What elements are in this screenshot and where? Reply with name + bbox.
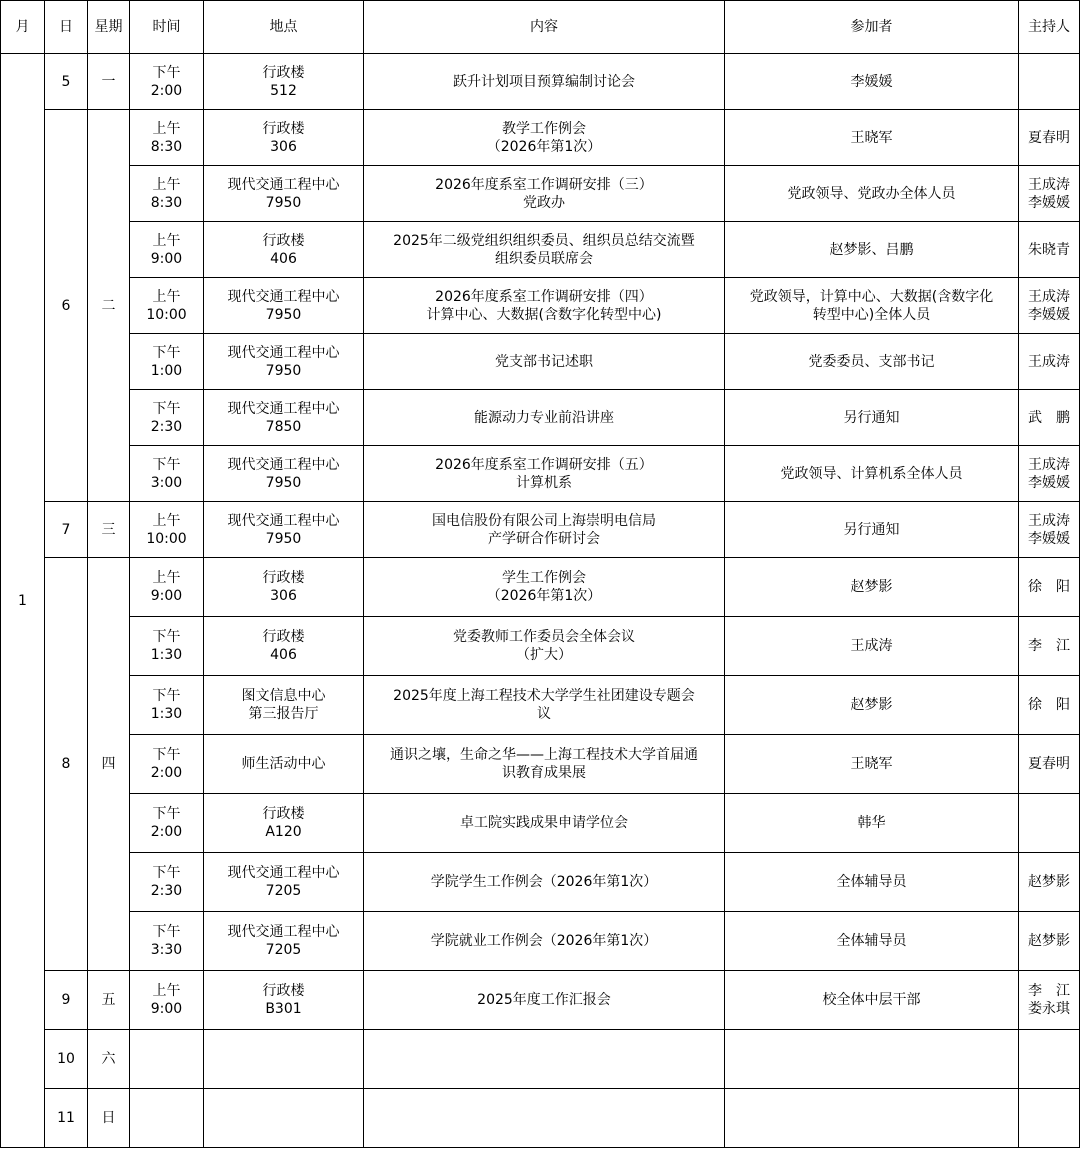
time-cell-line: 2:00 <box>150 824 183 840</box>
time-cell-line: 下午 <box>152 688 181 704</box>
day-cell: 6 <box>45 110 88 502</box>
participants-cell-line: 王成涛 <box>850 638 893 654</box>
content-cell <box>364 166 725 222</box>
time-cell <box>130 166 204 222</box>
host-cell-line: 赵梦影 <box>1028 933 1070 949</box>
time-cell <box>130 1030 204 1089</box>
participants-cell-line: 全体辅导员 <box>836 933 907 949</box>
time-cell <box>130 853 204 912</box>
time-cell <box>130 676 204 735</box>
location-cell-line: B301 <box>265 1001 302 1017</box>
participants-cell <box>725 794 1019 853</box>
participants-cell-line: 赵梦影 <box>850 579 893 595</box>
day-cell: 7 <box>45 502 88 558</box>
time-cell <box>130 735 204 794</box>
location-cell <box>204 1089 364 1148</box>
host-cell-line: 徐 阳 <box>1028 579 1070 595</box>
time-cell-line: 上午 <box>152 983 181 999</box>
header-participants: 参加者 <box>725 1 1019 54</box>
participants-cell-line: 另行通知 <box>843 409 900 426</box>
participants-cell <box>725 676 1019 735</box>
participants-cell <box>725 166 1019 222</box>
location-cell <box>204 222 364 278</box>
location-cell-line: 行政楼 <box>262 806 305 822</box>
host-cell-line: 王成涛 <box>1028 512 1070 529</box>
host-cell-line: 夏春明 <box>1028 129 1070 146</box>
content-cell-line: 2026年度系室工作调研安排（三） <box>435 176 653 193</box>
location-cell <box>204 1030 364 1089</box>
content-cell-line: 跃升计划项目预算编制讨论会 <box>453 73 635 90</box>
content-cell-line: 党政办 <box>523 194 565 211</box>
location-cell <box>204 446 364 502</box>
location-cell-line: 行政楼 <box>262 629 305 645</box>
location-cell-line: 行政楼 <box>262 64 305 81</box>
content-cell-line: 学院学生工作例会（2026年第1次） <box>430 874 658 890</box>
location-cell-line: 7950 <box>265 194 302 211</box>
host-cell-line: 李 江 <box>1028 638 1070 654</box>
content-cell <box>364 1089 725 1148</box>
host-cell <box>1019 971 1080 1030</box>
content-cell-line: 组织委员联席会 <box>495 250 593 267</box>
content-cell <box>364 617 725 676</box>
host-cell-line: 夏春明 <box>1028 756 1070 772</box>
time-cell <box>130 794 204 853</box>
location-cell <box>204 617 364 676</box>
time-cell-line: 9:00 <box>150 250 183 267</box>
time-cell-line: 2:30 <box>150 418 183 435</box>
table-row <box>1 558 1080 617</box>
time-cell-line: 1:00 <box>150 362 183 379</box>
host-cell <box>1019 853 1080 912</box>
content-cell-line: 卓工院实践成果申请学位会 <box>460 815 628 831</box>
host-cell <box>1019 502 1080 558</box>
table-row <box>1 1089 1080 1148</box>
time-cell <box>130 446 204 502</box>
host-cell-line: 武 鹏 <box>1028 409 1070 426</box>
location-cell-line: 行政楼 <box>262 120 305 137</box>
time-cell-line: 上午 <box>152 120 181 137</box>
host-cell <box>1019 1089 1080 1148</box>
host-cell <box>1019 617 1080 676</box>
host-cell <box>1019 446 1080 502</box>
host-cell-line: 李媛媛 <box>1028 194 1070 211</box>
time-cell-line: 下午 <box>152 456 181 473</box>
host-cell-line: 王成涛 <box>1028 456 1070 473</box>
content-cell <box>364 1030 725 1089</box>
location-cell-line: 现代交通工程中心 <box>227 456 340 473</box>
location-cell-line: 师生活动中心 <box>241 756 326 772</box>
time-cell-line: 2:00 <box>150 82 183 99</box>
header-month: 月 <box>1 1 45 54</box>
host-cell <box>1019 558 1080 617</box>
month-cell: 1 <box>1 54 45 1148</box>
participants-cell <box>725 735 1019 794</box>
table-row <box>1 166 1080 222</box>
location-cell-line: 现代交通工程中心 <box>227 924 340 940</box>
participants-cell-line: 党政领导、党政办全体人员 <box>787 185 956 202</box>
host-cell <box>1019 334 1080 390</box>
participants-cell-line: 韩华 <box>857 815 886 831</box>
participants-cell-line: 王晓军 <box>850 756 893 772</box>
participants-cell <box>725 110 1019 166</box>
host-cell-line: 王成涛 <box>1028 176 1070 193</box>
participants-cell-line: 另行通知 <box>843 521 900 538</box>
day-cell: 8 <box>45 558 88 971</box>
time-cell-line: 上午 <box>152 570 181 586</box>
location-cell <box>204 558 364 617</box>
content-cell <box>364 502 725 558</box>
content-cell-line: 能源动力专业前沿讲座 <box>474 409 614 426</box>
table-row <box>1 278 1080 334</box>
host-cell <box>1019 794 1080 853</box>
host-cell <box>1019 1030 1080 1089</box>
location-cell-line: 7950 <box>265 306 302 323</box>
participants-cell <box>725 853 1019 912</box>
participants-cell <box>725 558 1019 617</box>
location-cell <box>204 735 364 794</box>
content-cell <box>364 971 725 1030</box>
host-cell <box>1019 54 1080 110</box>
header-location: 地点 <box>204 1 364 54</box>
content-cell-line: 学生工作例会 <box>502 570 586 586</box>
host-cell <box>1019 222 1080 278</box>
host-cell-line: 李媛媛 <box>1028 530 1070 547</box>
participants-cell-line: 王晓军 <box>850 129 893 146</box>
time-cell <box>130 222 204 278</box>
time-cell-line: 1:30 <box>150 706 183 722</box>
participants-cell <box>725 912 1019 971</box>
content-cell-line: 2025年二级党组织组织委员、组织员总结交流暨 <box>393 232 695 249</box>
table-row <box>1 110 1080 166</box>
host-cell-line: 赵梦影 <box>1028 874 1070 890</box>
table-row <box>1 971 1080 1030</box>
content-cell <box>364 735 725 794</box>
host-cell-line: 王成涛 <box>1028 353 1070 370</box>
participants-cell-line: 赵梦影 <box>850 697 893 713</box>
participants-cell <box>725 617 1019 676</box>
content-cell-line: 教学工作例会 <box>502 120 586 137</box>
content-cell-line: 党支部书记述职 <box>495 353 593 370</box>
location-cell <box>204 166 364 222</box>
participants-cell <box>725 446 1019 502</box>
content-cell-line: 党委教师工作委员会全体会议 <box>453 629 635 645</box>
time-cell <box>130 278 204 334</box>
time-cell-line: 下午 <box>152 865 181 881</box>
content-cell <box>364 794 725 853</box>
weekday-cell: 日 <box>88 1089 130 1148</box>
location-cell-line: 行政楼 <box>262 983 305 999</box>
host-cell <box>1019 676 1080 735</box>
host-cell-line: 王成涛 <box>1028 288 1070 305</box>
participants-cell <box>725 278 1019 334</box>
content-cell <box>364 222 725 278</box>
table-row <box>1 222 1080 278</box>
participants-cell <box>725 54 1019 110</box>
location-cell-line: 现代交通工程中心 <box>227 288 340 305</box>
time-cell-line: 下午 <box>152 747 181 763</box>
content-cell-line: 议 <box>537 706 551 722</box>
time-cell-line: 上午 <box>152 512 181 529</box>
content-cell <box>364 278 725 334</box>
time-cell <box>130 558 204 617</box>
weekday-cell: 二 <box>88 110 130 502</box>
schedule-body <box>1 54 1080 1148</box>
host-cell-line: 李媛媛 <box>1028 474 1070 491</box>
host-cell-line: 徐 阳 <box>1028 697 1070 713</box>
header-weekday: 星期 <box>88 1 130 54</box>
time-cell-line: 8:30 <box>150 138 183 155</box>
location-cell-line: 7850 <box>265 418 302 435</box>
header-time: 时间 <box>130 1 204 54</box>
location-cell-line: 7205 <box>265 883 302 899</box>
header-host: 主持人 <box>1019 1 1080 54</box>
content-cell-line: （扩大） <box>516 647 572 663</box>
content-cell <box>364 912 725 971</box>
host-cell <box>1019 166 1080 222</box>
time-cell-line: 上午 <box>152 232 181 249</box>
location-cell-line: 现代交通工程中心 <box>227 176 340 193</box>
host-cell-line: 李媛媛 <box>1028 306 1070 323</box>
location-cell-line: 512 <box>270 82 297 99</box>
host-cell <box>1019 390 1080 446</box>
time-cell <box>130 912 204 971</box>
time-cell-line: 下午 <box>152 344 181 361</box>
location-cell <box>204 502 364 558</box>
participants-cell <box>725 334 1019 390</box>
time-cell <box>130 1089 204 1148</box>
content-cell <box>364 390 725 446</box>
participants-cell-line: 校全体中层干部 <box>822 992 921 1008</box>
time-cell <box>130 502 204 558</box>
location-cell-line: 行政楼 <box>262 570 305 586</box>
content-cell-line: （2026年第1次） <box>486 138 602 155</box>
time-cell <box>130 617 204 676</box>
location-cell <box>204 54 364 110</box>
content-cell-line: 2026年度系室工作调研安排（四） <box>435 288 653 305</box>
location-cell-line: 406 <box>270 647 297 663</box>
host-cell-line: 娄永琪 <box>1028 1001 1070 1017</box>
time-cell-line: 上午 <box>152 176 181 193</box>
participants-cell-line: 党委委员、支部书记 <box>808 353 935 370</box>
participants-cell-line: 赵梦影、吕鹏 <box>829 241 914 258</box>
time-cell-line: 3:30 <box>150 942 183 958</box>
participants-cell-line: 党政领导，计算中心、大数据(含数字化 <box>749 288 994 305</box>
content-cell <box>364 110 725 166</box>
location-cell-line: 7950 <box>265 530 302 547</box>
host-cell <box>1019 110 1080 166</box>
weekday-cell: 一 <box>88 54 130 110</box>
content-cell-line: 识教育成果展 <box>502 765 586 781</box>
table-row <box>1 334 1080 390</box>
weekday-cell: 三 <box>88 502 130 558</box>
location-cell-line: 306 <box>270 588 297 604</box>
location-cell-line: 第三报告厅 <box>248 706 319 722</box>
location-cell <box>204 278 364 334</box>
content-cell-line: 计算机系 <box>516 474 572 491</box>
header-row <box>1 1 1080 54</box>
location-cell-line: 图文信息中心 <box>241 688 326 704</box>
time-cell <box>130 54 204 110</box>
day-cell: 11 <box>45 1089 88 1148</box>
header-content: 内容 <box>364 1 725 54</box>
location-cell <box>204 334 364 390</box>
location-cell-line: 现代交通工程中心 <box>227 400 340 417</box>
content-cell-line: 通识之壤，生命之华——上海工程技术大学首届通 <box>390 747 698 763</box>
host-cell-line: 朱晓青 <box>1028 241 1070 258</box>
content-cell-line: 2026年度系室工作调研安排（五） <box>435 456 653 473</box>
time-cell-line: 9:00 <box>150 588 183 604</box>
day-cell: 9 <box>45 971 88 1030</box>
content-cell-line: 2025年度上海工程技术大学学生社团建设专题会 <box>393 688 695 704</box>
location-cell <box>204 794 364 853</box>
table-row <box>1 502 1080 558</box>
table-row <box>1 54 1080 110</box>
participants-cell-line: 转型中心)全体人员 <box>812 306 931 323</box>
participants-cell <box>725 1030 1019 1089</box>
content-cell-line: 国电信股份有限公司上海崇明电信局 <box>432 512 656 529</box>
content-cell-line: 2025年度工作汇报会 <box>477 992 611 1008</box>
time-cell <box>130 390 204 446</box>
time-cell-line: 8:30 <box>150 194 183 211</box>
content-cell <box>364 558 725 617</box>
content-cell <box>364 334 725 390</box>
weekday-cell: 五 <box>88 971 130 1030</box>
location-cell-line: 7205 <box>265 942 302 958</box>
location-cell-line: 406 <box>270 250 297 267</box>
location-cell-line: 7950 <box>265 362 302 379</box>
content-cell-line: （2026年第1次） <box>486 588 602 604</box>
location-cell <box>204 676 364 735</box>
participants-cell-line: 全体辅导员 <box>836 874 907 890</box>
time-cell-line: 下午 <box>152 629 181 645</box>
time-cell-line: 2:30 <box>150 883 183 899</box>
time-cell-line: 下午 <box>152 806 181 822</box>
location-cell <box>204 971 364 1030</box>
table-row <box>1 617 1080 676</box>
time-cell-line: 2:00 <box>150 765 183 781</box>
host-cell-line: 李 江 <box>1028 983 1070 999</box>
location-cell-line: 7950 <box>265 474 302 491</box>
location-cell <box>204 390 364 446</box>
time-cell-line: 3:00 <box>150 474 183 491</box>
day-cell: 5 <box>45 54 88 110</box>
header-day: 日 <box>45 1 88 54</box>
table-row <box>1 853 1080 912</box>
weekday-cell: 四 <box>88 558 130 971</box>
participants-cell <box>725 390 1019 446</box>
time-cell-line: 下午 <box>152 64 181 81</box>
table-row <box>1 446 1080 502</box>
time-cell-line: 1:30 <box>150 647 183 663</box>
location-cell-line: 现代交通工程中心 <box>227 865 340 881</box>
location-cell <box>204 110 364 166</box>
content-cell-line: 学院就业工作例会（2026年第1次） <box>430 933 658 949</box>
time-cell-line: 下午 <box>152 400 181 417</box>
location-cell-line: A120 <box>265 824 302 840</box>
weekday-cell: 六 <box>88 1030 130 1089</box>
participants-cell <box>725 222 1019 278</box>
content-cell-line: 产学研合作研讨会 <box>488 530 600 547</box>
host-cell <box>1019 912 1080 971</box>
content-cell <box>364 446 725 502</box>
location-cell-line: 现代交通工程中心 <box>227 512 340 529</box>
participants-cell-line: 党政领导、计算机系全体人员 <box>780 465 963 482</box>
time-cell-line: 上午 <box>152 288 181 305</box>
day-cell: 10 <box>45 1030 88 1089</box>
table-row <box>1 1030 1080 1089</box>
time-cell <box>130 110 204 166</box>
content-cell-line: 计算中心、大数据(含数字化转型中心) <box>426 306 662 323</box>
participants-cell-line: 李媛媛 <box>850 73 893 90</box>
host-cell <box>1019 735 1080 794</box>
time-cell-line: 9:00 <box>150 1001 183 1017</box>
location-cell <box>204 853 364 912</box>
table-row <box>1 735 1080 794</box>
host-cell <box>1019 278 1080 334</box>
time-cell <box>130 971 204 1030</box>
table-row <box>1 794 1080 853</box>
participants-cell <box>725 1089 1019 1148</box>
content-cell <box>364 853 725 912</box>
time-cell-line: 10:00 <box>146 306 187 323</box>
participants-cell <box>725 502 1019 558</box>
table-row <box>1 390 1080 446</box>
time-cell <box>130 334 204 390</box>
content-cell <box>364 54 725 110</box>
time-cell-line: 10:00 <box>146 530 187 547</box>
location-cell-line: 行政楼 <box>262 232 305 249</box>
participants-cell <box>725 971 1019 1030</box>
table-row <box>1 676 1080 735</box>
table-row <box>1 912 1080 971</box>
time-cell-line: 下午 <box>152 924 181 940</box>
content-cell <box>364 676 725 735</box>
location-cell-line: 现代交通工程中心 <box>227 344 340 361</box>
location-cell-line: 306 <box>270 138 297 155</box>
location-cell <box>204 912 364 971</box>
